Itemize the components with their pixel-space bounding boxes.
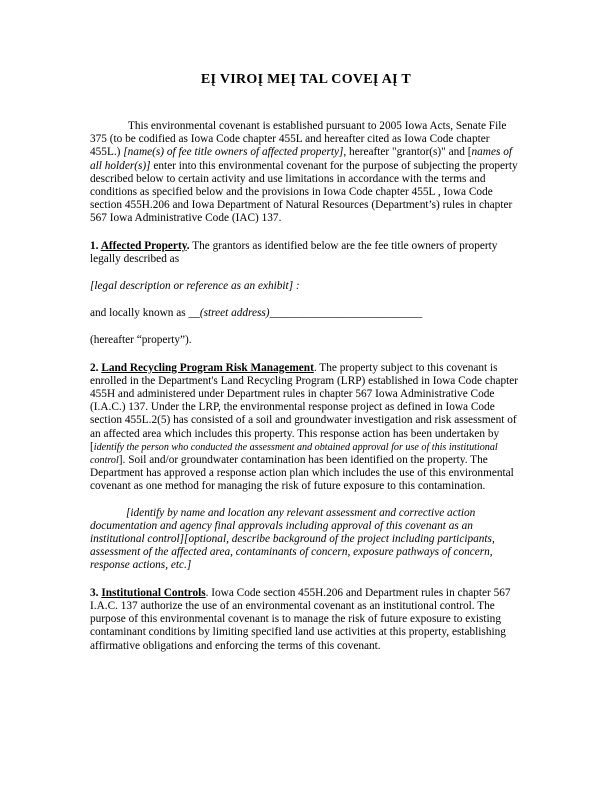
- document-body: [90, 120, 520, 653]
- legal-description-placeholder: [legal description or reference as an exhibit] :: [90, 280, 300, 293]
- locally-known-line: [90, 307, 520, 320]
- section-1-title: Affected Property: [100, 239, 187, 252]
- intro-holders-placeholder: names of all holder(s)]: [90, 146, 512, 172]
- section-2-number: 2: [90, 361, 96, 374]
- section-2-paragraph: 2. Land Recycling Program Risk Management. The property subject to this covenant is enrolled in the Department's Land Recycling Program (LRP) established in Iowa Code chapter 455H and administered under Department rules in chapter 567 Iowa Administrative Code (I.A.C.) 137. Under the LRP, the environmental response project as defined in Iowa Code section 455L.2(5) has consisted of a soil and groundwater investigation and risk assessment of an affected area which includes this property. This response action has been undertaken by [identify the person who conducted the assessment and obtained approval for use of this institutional control]. Soil and/or groundwater contamination has been identified on the property. The Department has approved a response action plan which includes the use of this environmental covenant as one method for managing the risk of future exposure to this contamination.: [90, 361, 519, 493]
- section-2-title: Land Recycling Program Risk Management: [101, 361, 314, 374]
- street-address-blank: ___________________________: [269, 307, 423, 320]
- known-as-label: and locally known as __: [90, 307, 200, 320]
- section-2-bracket-instructions: [identify by name and location any relevant assessment and corrective action documentation and agency final approvals including approval of this covenant as an institutional control][optional, describe background of the project including participants, assessment of the affected area, contaminants of concern, exposure pathways of concern, response actions, etc.]: [90, 506, 495, 572]
- section-2-person-placeholder: identify the person who conducted the assessment and obtained approval for use of this institutional control: [90, 441, 498, 467]
- section-2-text-2: ]. Soil and/or groundwater contamination has been identified on the property. The Department has approved a response action plan which includes the use of this environmental covenant as one method for managing the risk of future exposure to this contamination.: [90, 454, 514, 493]
- intro-text-1: This environmental covenant is established pursuant to 2005 Iowa Acts, Senate File 375 (to be codified as Iowa Code chapter 455L and hereafter cited as Iowa Code chapter 455L.): [90, 120, 507, 159]
- intro-text-2: , hereafter "grantor(s)" and [: [343, 146, 472, 159]
- section-3-paragraph: 3. Institutional Controls. Iowa Code section 455H.206 and Department rules in chapter 567 I.A.C. 137 authorize the use of an environmental covenant as an institutional control. The purpose of this environmental covenant is to manage the risk of future exposure to existing contaminant conditions by limiting specified land use activities at this property, establishing affirmative obligations and enforcing the terms of this covenant.: [90, 586, 511, 652]
- hereafter-property: (hereafter “property”).: [90, 334, 192, 347]
- street-address-placeholder: (street address): [199, 307, 270, 320]
- section-3-number: 3: [90, 586, 96, 599]
- intro-paragraph: [90, 120, 520, 226]
- section-1-number: 1: [90, 239, 96, 252]
- section-3-title: Institutional Controls: [101, 586, 206, 599]
- intro-text-3: enter into this environmental covenant for the purpose of subjecting the property described below to certain activity and use limitations in accordance with the terms and conditions as specified below and the provisions in Iowa Code chapter 455L , Iowa Code section 455H.206 and Iowa Department of Natural Resources (Department’s) rules in chapter 567 Iowa Administrative Code (IAC) 137.: [90, 159, 518, 225]
- document-title: EĮ VIROĮ MEĮ TAL COVEĮ AĮ T: [200, 72, 412, 87]
- section-3-text: . Iowa Code section 455H.206 and Department rules in chapter 567 I.A.C. 137 authorize the use of an environmental covenant as an institutional control. The purpose of this environmental covenant is to manage the risk of future exposure to existing contaminant conditions by limiting specified land use activities at this property, establishing affirmative obligations and enforcing the terms of this covenant.: [90, 586, 511, 652]
- section-2-text-1: . The property subject to this covenant is enrolled in the Department's Land Recycling Program (LRP) established in Iowa Code chapter 455H and administered under Department rules in chapter 567 Iowa Administrative Code (I.A.C.) 137. Under the LRP, the environmental response project as defined in Iowa Code section 455L.2(5) has consisted of a soil and groundwater investigation and risk assessment of an affected area which includes this property. This response action has been undertaken by [: [90, 361, 519, 453]
- section-1-text: The grantors as identified below are the fee title owners of property legally described as: [90, 239, 498, 265]
- section-1-paragraph: 1. Affected Property. The grantors as identified below are the fee title owners of property legally described as: [90, 239, 498, 265]
- intro-owners-placeholder: [name(s) of fee title owners of affected property]: [123, 146, 344, 159]
